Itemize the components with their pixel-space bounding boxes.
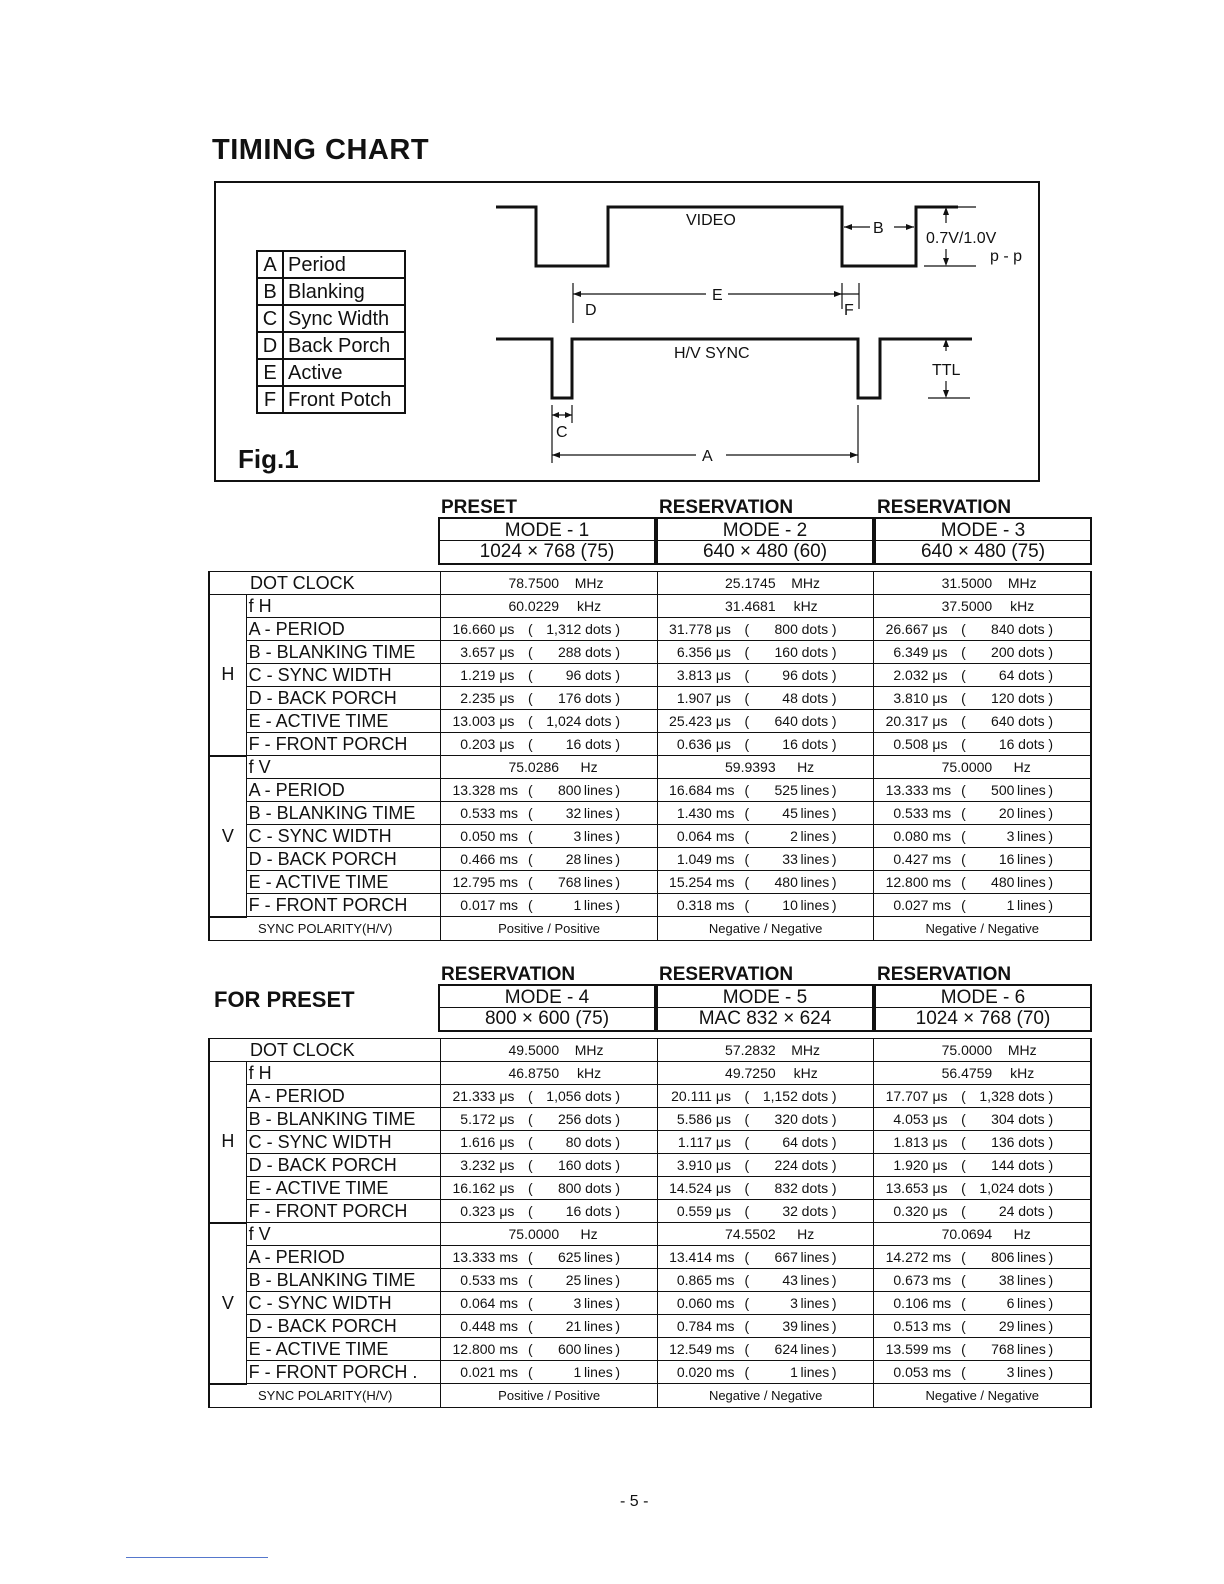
table-row [209, 825, 1091, 848]
legend-value: Sync Width [283, 305, 405, 332]
cell-value: 0.466 ms ( 28 lines ) [441, 848, 658, 871]
row-label: E - ACTIVE TIME [246, 710, 441, 733]
cell-value: 0.064 ms ( 3 lines ) [441, 1292, 658, 1315]
table-row [209, 802, 1091, 825]
cell-value: 13.333 ms ( 625 lines ) [441, 1246, 658, 1269]
row-label: f V [246, 1223, 441, 1246]
table-row [209, 1315, 1091, 1338]
b-label: B [873, 220, 884, 237]
legend-value: Active [283, 359, 405, 386]
table-row [209, 595, 1091, 618]
cell-value: 75.0000 MHz [874, 1039, 1091, 1062]
cell-value: 60.0229 kHz [441, 595, 658, 618]
cell-value: 20.111 μs ( 1,152 dots ) [657, 1085, 874, 1108]
mode-name: MODE - 6 [874, 984, 1092, 1008]
cell-value: 0.021 ms ( 1 lines ) [441, 1361, 658, 1384]
mode-resolution: 1024 × 768 (75) [438, 541, 656, 565]
table-row [209, 664, 1091, 687]
cell-value: 0.427 ms ( 16 lines ) [874, 848, 1091, 871]
c-label: C [556, 424, 568, 441]
table-row [209, 871, 1091, 894]
row-label: C - SYNC WIDTH [246, 825, 441, 848]
sync-polarity-label: SYNC POLARITY(H/V) [209, 1384, 441, 1408]
mode-name: MODE - 5 [656, 984, 874, 1008]
d-label: D [585, 302, 597, 319]
cell-value: 0.080 ms ( 3 lines ) [874, 825, 1091, 848]
sync-polarity-value: Negative / Negative [874, 917, 1091, 941]
row-label: DOT CLOCK [209, 572, 441, 595]
row-label: f H [246, 595, 441, 618]
cell-value: 21.333 μs ( 1,056 dots ) [441, 1085, 658, 1108]
row-label: C - SYNC WIDTH [246, 1131, 441, 1154]
cell-value: 3.657 μs ( 288 dots ) [441, 641, 658, 664]
mode-group-label: RESERVATION [659, 964, 794, 985]
mode-name: MODE - 3 [874, 517, 1092, 541]
cell-value: 31.778 μs ( 800 dots ) [657, 618, 874, 641]
timing-waveform [216, 183, 1038, 480]
cell-value: 5.586 μs ( 320 dots ) [657, 1108, 874, 1131]
timing-data-table [208, 571, 1092, 941]
cell-value: 14.524 μs ( 832 dots ) [657, 1177, 874, 1200]
footer-rule [126, 1557, 268, 1558]
video-label: VIDEO [686, 212, 736, 229]
cell-value: 75.0000 Hz [874, 756, 1091, 779]
table-row [209, 1039, 1091, 1062]
cell-value: 13.328 ms ( 800 lines ) [441, 779, 658, 802]
table-row [209, 1292, 1091, 1315]
row-label: E - ACTIVE TIME [246, 1177, 441, 1200]
legend-key: E [257, 359, 283, 386]
table-row [209, 641, 1091, 664]
cell-value: 0.533 ms ( 32 lines ) [441, 802, 658, 825]
legend-key: D [257, 332, 283, 359]
table-row [209, 1177, 1091, 1200]
cell-value: 3.813 μs ( 96 dots ) [657, 664, 874, 687]
table-row [209, 894, 1091, 917]
cell-value: 1.907 μs ( 48 dots ) [657, 687, 874, 710]
row-label: F - FRONT PORCH [246, 894, 441, 917]
timing-data-table [208, 1038, 1092, 1408]
cell-value: 0.027 ms ( 1 lines ) [874, 894, 1091, 917]
table-row [209, 1200, 1091, 1223]
table-row [209, 1085, 1091, 1108]
table-row [209, 1361, 1091, 1384]
cell-value: 31.4681 kHz [657, 595, 874, 618]
cell-value: 2.032 μs ( 64 dots ) [874, 664, 1091, 687]
cell-value: 13.653 μs ( 1,024 dots ) [874, 1177, 1091, 1200]
row-label: C - SYNC WIDTH [246, 664, 441, 687]
row-label: E - ACTIVE TIME [246, 871, 441, 894]
cell-value: 1.430 ms ( 45 lines ) [657, 802, 874, 825]
cell-value: 3.810 μs ( 120 dots ) [874, 687, 1091, 710]
legend-key: A [257, 251, 283, 278]
cell-value: 0.865 ms ( 43 lines ) [657, 1269, 874, 1292]
cell-value: 49.5000 MHz [441, 1039, 658, 1062]
cell-value: 12.549 ms ( 624 lines ) [657, 1338, 874, 1361]
cell-value: 0.559 μs ( 32 dots ) [657, 1200, 874, 1223]
cell-value: 74.5502 Hz [657, 1223, 874, 1246]
cell-value: 46.8750 kHz [441, 1062, 658, 1085]
cell-value: 1.920 μs ( 144 dots ) [874, 1154, 1091, 1177]
cell-value: 20.317 μs ( 640 dots ) [874, 710, 1091, 733]
mode-group-label: PRESET [441, 497, 518, 518]
table-row [209, 917, 1091, 941]
mode-resolution: MAC 832 × 624 [656, 1008, 874, 1032]
cell-value: 75.0000 Hz [441, 1223, 658, 1246]
cell-value: 12.795 ms ( 768 lines ) [441, 871, 658, 894]
row-label: D - BACK PORCH [246, 1315, 441, 1338]
row-label: D - BACK PORCH [246, 1154, 441, 1177]
cell-value: 12.800 ms ( 480 lines ) [874, 871, 1091, 894]
table-row [209, 1384, 1091, 1408]
legend-value: Blanking [283, 278, 405, 305]
section-title: FOR PRESET [214, 987, 355, 1012]
cell-value: 0.784 ms ( 39 lines ) [657, 1315, 874, 1338]
cell-value: 75.0286 Hz [441, 756, 658, 779]
table-row [209, 1269, 1091, 1292]
row-label: F - FRONT PORCH . [246, 1361, 441, 1384]
table-row [209, 1338, 1091, 1361]
cell-value: 5.172 μs ( 256 dots ) [441, 1108, 658, 1131]
table-row [209, 1131, 1091, 1154]
mode-name: MODE - 1 [438, 517, 656, 541]
cell-value: 0.106 ms ( 6 lines ) [874, 1292, 1091, 1315]
sync-polarity-label: SYNC POLARITY(H/V) [209, 917, 441, 941]
mode-name: MODE - 2 [656, 517, 874, 541]
legend-value: Back Porch [283, 332, 405, 359]
cell-value: 1.813 μs ( 136 dots ) [874, 1131, 1091, 1154]
cell-value: 3.232 μs ( 160 dots ) [441, 1154, 658, 1177]
row-label: F - FRONT PORCH [246, 1200, 441, 1223]
cell-value: 15.254 ms ( 480 lines ) [657, 871, 874, 894]
cell-value: 0.513 ms ( 29 lines ) [874, 1315, 1091, 1338]
cell-value: 12.800 ms ( 600 lines ) [441, 1338, 658, 1361]
page-number: - 5 - [620, 1493, 649, 1510]
cell-value: 14.272 ms ( 806 lines ) [874, 1246, 1091, 1269]
cell-value: 1.219 μs ( 96 dots ) [441, 664, 658, 687]
table-row [209, 618, 1091, 641]
row-label: D - BACK PORCH [246, 687, 441, 710]
cell-value: 2.235 μs ( 176 dots ) [441, 687, 658, 710]
timing-figure [214, 181, 1040, 482]
cell-value: 0.320 μs ( 24 dots ) [874, 1200, 1091, 1223]
page-title: TIMING CHART [212, 134, 430, 166]
table-row [209, 733, 1091, 756]
cell-value: 1.049 ms ( 33 lines ) [657, 848, 874, 871]
table-row [209, 779, 1091, 802]
cell-value: 16.162 μs ( 800 dots ) [441, 1177, 658, 1200]
legend-value: Period [283, 251, 405, 278]
row-label: A - PERIOD [246, 1246, 441, 1269]
figure-label: Fig.1 [238, 444, 299, 474]
table-row [209, 1246, 1091, 1269]
cell-value: 4.053 μs ( 304 dots ) [874, 1108, 1091, 1131]
mode-group-label: RESERVATION [877, 497, 1012, 518]
row-label: B - BLANKING TIME [246, 802, 441, 825]
sync-polarity-value: Positive / Positive [441, 917, 658, 941]
row-label: B - BLANKING TIME [246, 1108, 441, 1131]
ttl-label: TTL [932, 362, 961, 379]
row-label: A - PERIOD [246, 779, 441, 802]
legend-key: C [257, 305, 283, 332]
table-row [209, 1062, 1091, 1085]
cell-value: 0.020 ms ( 1 lines ) [657, 1361, 874, 1384]
sync-polarity-value: Negative / Negative [874, 1384, 1091, 1408]
mode-group-label: RESERVATION [659, 497, 794, 518]
table-row [209, 572, 1091, 595]
table-row [209, 1154, 1091, 1177]
cell-value: 0.533 ms ( 25 lines ) [441, 1269, 658, 1292]
row-label: A - PERIOD [246, 1085, 441, 1108]
h-group-label: H [209, 595, 246, 756]
a-label: A [702, 448, 713, 465]
f-label: F [844, 302, 854, 319]
cell-value: 0.318 ms ( 10 lines ) [657, 894, 874, 917]
timing-table-1 [208, 497, 1092, 936]
sync-polarity-value: Negative / Negative [657, 1384, 874, 1408]
cell-value: 78.7500 MHz [441, 572, 658, 595]
table-row [209, 687, 1091, 710]
cell-value: 0.323 μs ( 16 dots ) [441, 1200, 658, 1223]
cell-value: 56.4759 kHz [874, 1062, 1091, 1085]
table-row [209, 1223, 1091, 1246]
table-row [209, 1108, 1091, 1131]
row-label: A - PERIOD [246, 618, 441, 641]
legend-value: Front Potch [283, 386, 405, 413]
cell-value: 13.599 ms ( 768 lines ) [874, 1338, 1091, 1361]
row-label: f V [246, 756, 441, 779]
mode-name: MODE - 4 [438, 984, 656, 1008]
cell-value: 0.508 μs ( 16 dots ) [874, 733, 1091, 756]
cell-value: 70.0694 Hz [874, 1223, 1091, 1246]
amplitude-label: 0.7V/1.0V [926, 230, 997, 247]
row-label: DOT CLOCK [209, 1039, 441, 1062]
cell-value: 57.2832 MHz [657, 1039, 874, 1062]
cell-value: 0.053 ms ( 3 lines ) [874, 1361, 1091, 1384]
cell-value: 0.064 ms ( 2 lines ) [657, 825, 874, 848]
cell-value: 26.667 μs ( 840 dots ) [874, 618, 1091, 641]
row-label: f H [246, 1062, 441, 1085]
v-group-label: V [209, 756, 246, 917]
legend-key: B [257, 278, 283, 305]
cell-value: 0.050 ms ( 3 lines ) [441, 825, 658, 848]
row-label: D - BACK PORCH [246, 848, 441, 871]
cell-value: 37.5000 kHz [874, 595, 1091, 618]
row-label: E - ACTIVE TIME [246, 1338, 441, 1361]
cell-value: 6.349 μs ( 200 dots ) [874, 641, 1091, 664]
cell-value: 0.448 ms ( 21 lines ) [441, 1315, 658, 1338]
cell-value: 13.414 ms ( 667 lines ) [657, 1246, 874, 1269]
cell-value: 1.616 μs ( 80 dots ) [441, 1131, 658, 1154]
sync-label: H/V SYNC [674, 345, 750, 362]
mode-resolution: 640 × 480 (60) [656, 541, 874, 565]
row-label: C - SYNC WIDTH [246, 1292, 441, 1315]
cell-value: 0.636 μs ( 16 dots ) [657, 733, 874, 756]
legend-key: F [257, 386, 283, 413]
mode-resolution: 1024 × 768 (70) [874, 1008, 1092, 1032]
mode-resolution: 800 × 600 (75) [438, 1008, 656, 1032]
cell-value: 1.117 μs ( 64 dots ) [657, 1131, 874, 1154]
row-label: B - BLANKING TIME [246, 1269, 441, 1292]
sync-polarity-value: Negative / Negative [657, 917, 874, 941]
table-row [209, 848, 1091, 871]
row-label: B - BLANKING TIME [246, 641, 441, 664]
cell-value: 0.017 ms ( 1 lines ) [441, 894, 658, 917]
cell-value: 16.660 μs ( 1,312 dots ) [441, 618, 658, 641]
cell-value: 0.203 μs ( 16 dots ) [441, 733, 658, 756]
cell-value: 6.356 μs ( 160 dots ) [657, 641, 874, 664]
cell-value: 0.060 ms ( 3 lines ) [657, 1292, 874, 1315]
cell-value: 16.684 ms ( 525 lines ) [657, 779, 874, 802]
cell-value: 25.423 μs ( 640 dots ) [657, 710, 874, 733]
cell-value: 59.9393 Hz [657, 756, 874, 779]
h-group-label: H [209, 1062, 246, 1223]
mode-group-label: RESERVATION [877, 964, 1012, 985]
timing-table-2 [208, 964, 1092, 1403]
v-group-label: V [209, 1223, 246, 1384]
sync-polarity-value: Positive / Positive [441, 1384, 658, 1408]
table-row [209, 710, 1091, 733]
e-label: E [712, 287, 723, 304]
cell-value: 0.673 ms ( 38 lines ) [874, 1269, 1091, 1292]
mode-group-label: RESERVATION [441, 964, 576, 985]
cell-value: 25.1745 MHz [657, 572, 874, 595]
row-label: F - FRONT PORCH [246, 733, 441, 756]
cell-value: 49.7250 kHz [657, 1062, 874, 1085]
cell-value: 3.910 μs ( 224 dots ) [657, 1154, 874, 1177]
pp-label: p - p [990, 248, 1023, 265]
cell-value: 13.003 μs ( 1,024 dots ) [441, 710, 658, 733]
mode-resolution: 640 × 480 (75) [874, 541, 1092, 565]
cell-value: 17.707 μs ( 1,328 dots ) [874, 1085, 1091, 1108]
table-row [209, 756, 1091, 779]
cell-value: 31.5000 MHz [874, 572, 1091, 595]
cell-value: 0.533 ms ( 20 lines ) [874, 802, 1091, 825]
cell-value: 13.333 ms ( 500 lines ) [874, 779, 1091, 802]
